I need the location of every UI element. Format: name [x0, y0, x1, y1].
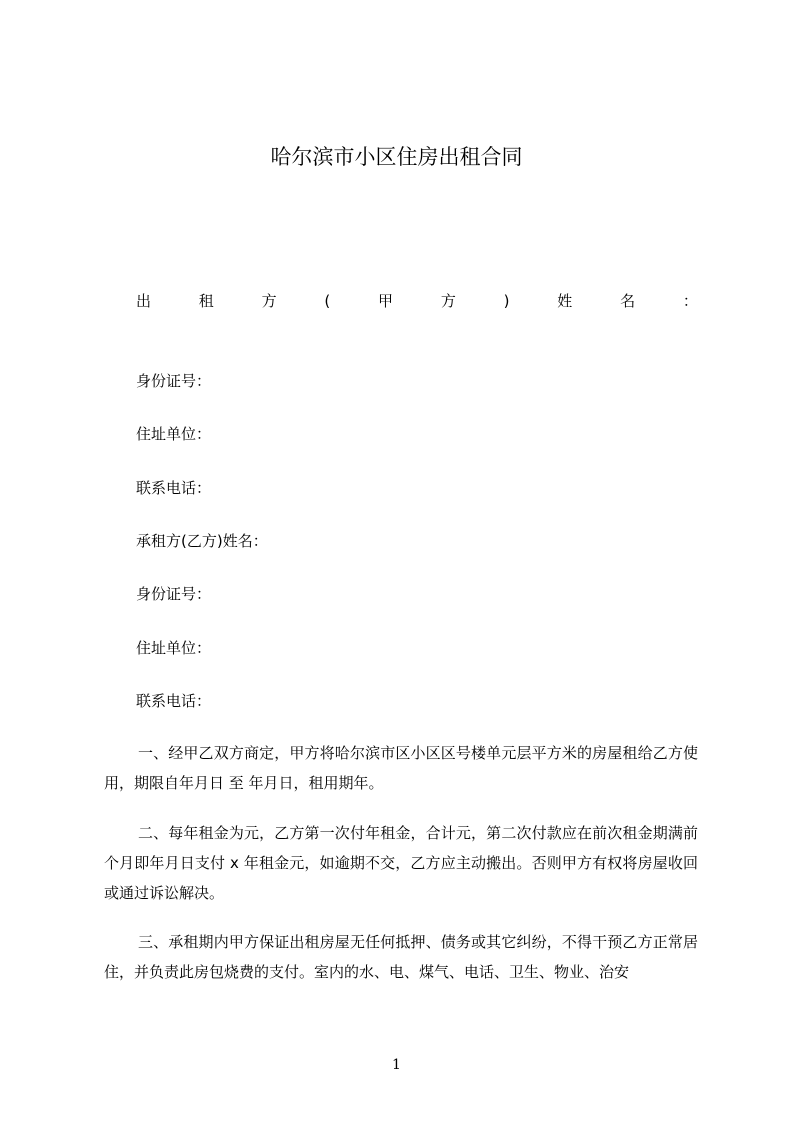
- page-number: 1: [392, 1057, 401, 1073]
- clause-2: 二、每年租金为元，乙方第一次付年租金，合计元，第二次付款应在前次租金期满前个月即年月日支付 x 年租金元，如逾期不交，乙方应主动搬出。否则甲方有权将房屋收回或通过诉讼解决。: [104, 824, 698, 902]
- party-a-header-char: 方: [261, 292, 277, 310]
- party-b-id-number-label: 身份证号：: [136, 585, 212, 603]
- party-a-header-char: 姓: [557, 292, 573, 310]
- party-b-phone-label: 联系电话：: [136, 692, 212, 710]
- party-a-header-char: 甲: [378, 292, 394, 310]
- party-a-header-char: 名: [620, 292, 636, 310]
- document-title: 哈尔滨市小区住房出租合同: [270, 145, 523, 169]
- party-a-header-char: 出: [136, 292, 152, 310]
- party-a-header-char: ): [503, 292, 510, 310]
- party-a-phone-label: 联系电话：: [136, 479, 212, 497]
- party-b-address-label: 住址单位：: [136, 639, 212, 657]
- party-a-id-number-label: 身份证号：: [136, 372, 212, 390]
- party-b-name-label: 承租方(乙方)姓名：: [136, 532, 268, 550]
- clause-3: 三、承租期内甲方保证出租房屋无任何抵押、债务或其它纠纷，不得干预乙方正常居住，并负责此房包烧费的支付。室内的水、电、煤气、电话、卫生、物业、治安: [104, 933, 698, 981]
- party-a-name-line: [136, 289, 698, 313]
- party-a-header-char: ：: [682, 292, 698, 310]
- party-a-header-char: 租: [198, 292, 214, 310]
- party-a-address-label: 住址单位：: [136, 425, 212, 443]
- clause-1: 一、经甲乙双方商定，甲方将哈尔滨市区小区区号楼单元层平方米的房屋租给乙方使用，期限自年月日 至 年月日，租用期年。: [104, 744, 698, 792]
- party-a-header-char: 方: [440, 292, 456, 310]
- party-a-header-char: (: [324, 292, 331, 310]
